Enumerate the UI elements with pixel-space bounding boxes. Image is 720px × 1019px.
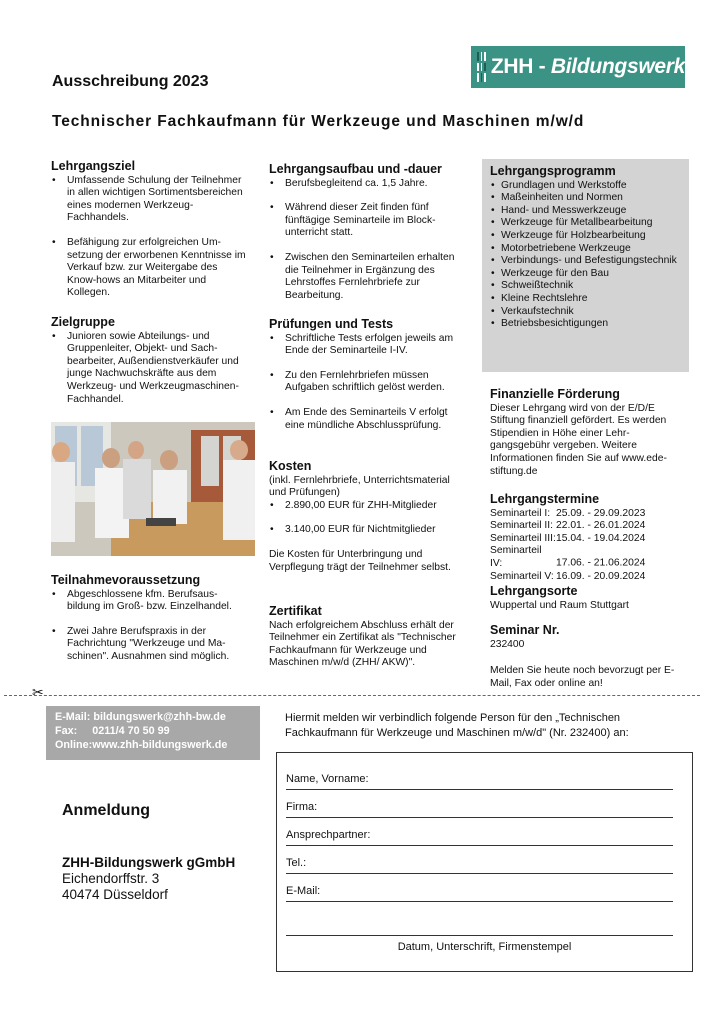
- kosten-sub: (inkl. Fernlehrbriefe, Unterrichtsmaterial und Prüfungen): [269, 474, 450, 499]
- termin-row: [490, 520, 680, 533]
- contact-fax: Fax: 0211/4 70 50 99: [55, 725, 170, 737]
- col-zielgruppe: [51, 316, 246, 406]
- list-item: • Werkzeuge für Metallbearbeitung: [490, 217, 686, 230]
- list-item: • Umfassende Schulung der Teilnehmer in allen wichtigen Sortimentsbereichen eines modernen Werkzeug-Fachhandels.: [51, 175, 246, 225]
- registration-form: [276, 752, 693, 972]
- signature-label: Datum, Unterschrift, Firmenstempel: [397, 941, 572, 953]
- section-title-foerderung: Finanzielle Förderung: [490, 387, 620, 401]
- contact-email[interactable]: E-Mail: bildungswerk@zhh-bw.de: [55, 711, 226, 723]
- termin-date: 25.09. - 29.09.2023: [556, 507, 646, 519]
- termin-date: 22.01. - 26.01.2024: [556, 520, 646, 532]
- list-item: • Während dieser Zeit finden fünf fünftägige Seminarteile im Blockunterricht statt.: [269, 202, 459, 240]
- termin-row: [490, 508, 680, 521]
- termin-row: [490, 545, 680, 570]
- list-item: • Abgeschlossene kfm. Berufsausbildung im Groß- bzw. Einzelhandel.: [51, 589, 246, 614]
- pruefungen-list: [269, 333, 459, 433]
- section-title-zertifikat: Zertifikat: [269, 604, 322, 618]
- list-item: • Befähigung zur erfolgreichen Umsetzung der erworbenen Kenntnisse im Verkauf bzw. zur Weitergabe des Know-hows an Mitarbeiter und Kollegen.: [51, 237, 246, 300]
- name-field[interactable]: Name, Vorname:: [286, 773, 673, 790]
- list-item: • Verkaufstechnik: [490, 306, 686, 319]
- list-item: • Werkzeuge für Holzbearbeitung: [490, 230, 686, 243]
- ziel-list: [51, 175, 246, 300]
- teilnahme-list: [51, 589, 246, 664]
- col-termine: [490, 493, 680, 583]
- section-title-termine: Lehrgangstermine: [490, 492, 600, 506]
- firma-field[interactable]: Firma:: [286, 801, 673, 818]
- kosten-note: Die Kosten für Unterbringung und Verpflegung trägt der Teilnehmer selbst.: [269, 548, 451, 573]
- termin-label: Seminarteil IV:: [490, 545, 542, 569]
- list-item: • Zu den Fernlehrbriefen müssen Aufgaben schriftlich gelöst werden.: [269, 370, 459, 395]
- col-ziel: [51, 160, 246, 300]
- programm-list: [490, 180, 686, 331]
- contact-online[interactable]: Online:www.zhh-bildungswerk.de: [55, 739, 228, 751]
- section-title-aufbau: Lehrgangsaufbau und -dauer: [269, 162, 442, 176]
- termin-row: [490, 571, 680, 584]
- zhh-logo: [471, 46, 685, 88]
- form-intro: Hiermit melden wir verbindlich folgende Person für den „Technischen Fachkaufmann für Werkzeuge und Maschinen m/w/d" (Nr. 232400) an:: [285, 712, 629, 739]
- col-pruefungen: [269, 318, 459, 432]
- list-item: • 2.890,00 EUR für ZHH-Mitglieder: [269, 500, 459, 513]
- termin-date: 17.06. - 21.06.2024: [556, 557, 646, 569]
- section-title-seminar-nr: Seminar Nr.: [490, 623, 560, 637]
- list-item: • Werkzeuge für den Bau: [490, 268, 686, 281]
- list-item: • Schweißtechnik: [490, 280, 686, 293]
- section-title-zielgruppe: Zielgruppe: [51, 315, 115, 329]
- contact-box: [46, 706, 260, 760]
- address-city: 40474 Düsseldorf: [62, 887, 168, 902]
- aufbau-list: [269, 178, 459, 303]
- col-kosten: [269, 460, 459, 574]
- termin-label: Seminarteil III:: [490, 532, 556, 544]
- seminar-nr-value: 232400: [490, 638, 525, 650]
- col-programm: [490, 165, 686, 331]
- termin-label: Seminarteil V:: [490, 570, 554, 582]
- anmeldung-title: Anmeldung: [62, 802, 150, 819]
- termin-date: 15.04. - 19.04.2024: [556, 532, 646, 544]
- list-item: • Am Ende des Seminarteils V erfolgt eine mündliche Abschlussprüfung.: [269, 407, 459, 432]
- col-foerderung: [490, 388, 680, 478]
- list-item: • Motorbetriebene Werkzeuge: [490, 243, 686, 256]
- list-item: • Kleine Rechtslehre: [490, 293, 686, 306]
- section-title-programm: Lehrgangsprogramm: [490, 164, 616, 178]
- address-org: ZHH-Bildungswerk gGmbH: [62, 855, 236, 870]
- termin-row: [490, 533, 680, 546]
- col-teilnahme: [51, 574, 246, 664]
- signature-field[interactable]: [286, 919, 673, 936]
- kosten-list: [269, 500, 459, 537]
- zertifikat-text: Nach erfolgreichem Abschluss erhält der Teilnehmer ein Zertifikat als "Technischer Fachkaufmann für Werkzeuge und Maschinen m/w/d (ZHH/ AKW)".: [269, 619, 456, 669]
- scissors-icon: ✂: [32, 684, 44, 700]
- logo-text: ZHH - Bildungswerk: [490, 55, 685, 78]
- section-title-lehrgangsziel: Lehrgangsziel: [51, 159, 136, 173]
- list-item: • Schriftliche Tests erfolgen jeweils am Ende der Seminarteile I-IV.: [269, 333, 459, 358]
- cta-text: Melden Sie heute noch bevorzugt per E-Mail, Fax oder online an!: [490, 665, 675, 689]
- list-item: • Verbindungs- und Befestigungstechnik: [490, 255, 686, 268]
- list-item: • Zwei Jahre Berufspraxis in der Fachrichtung "Werkzeuge und Maschinen". Ausnahmen sind möglich.: [51, 626, 246, 664]
- zielgruppe-list: [51, 331, 246, 407]
- seminar-photo: [51, 422, 255, 556]
- list-item: • Grundlagen und Werkstoffe: [490, 180, 686, 193]
- list-item: • Berufsbegleitend ca. 1,5 Jahre.: [269, 178, 459, 191]
- section-title-teilnahmevoraussetzung: Teilnahmevoraussetzung: [51, 573, 201, 587]
- address-street: Eichendorffstr. 3: [62, 871, 160, 886]
- orte-text: Wuppertal und Raum Stuttgart: [490, 599, 629, 611]
- seminar-photo-image: [51, 422, 255, 556]
- termin-label: Seminarteil I:: [490, 507, 551, 519]
- section-title-pruefungen: Prüfungen und Tests: [269, 317, 394, 331]
- cut-line: [4, 695, 700, 696]
- tel-field[interactable]: Tel.:: [286, 857, 673, 874]
- section-title-orte: Lehrgangsorte: [490, 584, 578, 598]
- ansprechpartner-field[interactable]: Ansprechpartner:: [286, 829, 673, 846]
- list-item: • Hand- und Messwerkzeuge: [490, 205, 686, 218]
- list-item: • 3.140,00 EUR für Nichtmitglieder: [269, 524, 459, 537]
- col-seminar-nr: [490, 624, 680, 651]
- section-title-kosten: Kosten: [269, 459, 312, 473]
- list-item: • Junioren sowie Abteilungs- und Gruppenleiter, Objekt- und Sachbearbeiter, Außendienstverkäufer und junge Nachwuchskräfte aus dem Werkzeug- und Werkzeugmaschinen-Fachhandel.: [51, 331, 246, 407]
- list-item: • Zwischen den Seminarteilen erhalten die Teilnehmer in Ergänzung des Lehrstoffes Fernlehrbriefe zur Bearbeitung.: [269, 252, 459, 302]
- col-aufbau: [269, 163, 459, 302]
- foerderung-text: Dieser Lehrgang wird von der E/D/E Stiftung finanziell gefördert. Es werden Stipendien in Höhe einer Lehrgangsgebühr vergeben. Weitere Informationen finden Sie auf www.ede-stiftung.de: [490, 402, 667, 477]
- anmeldung-address: [62, 855, 235, 903]
- col-zertifikat: [269, 605, 459, 670]
- list-item: • Betriebsbesichtigungen: [490, 318, 686, 331]
- termin-date: 16.09. - 20.09.2024: [556, 570, 646, 582]
- termin-label: Seminarteil II:: [490, 520, 553, 532]
- year-title: Ausschreibung 2023: [52, 73, 209, 90]
- logo-grid-icon: [477, 52, 486, 82]
- email-field[interactable]: E-Mail:: [286, 885, 673, 902]
- main-title: Technischer Fachkaufmann für Werkzeuge und Maschinen m/w/d: [52, 113, 585, 130]
- list-item: • Maßeinheiten und Normen: [490, 192, 686, 205]
- col-orte: [490, 585, 680, 612]
